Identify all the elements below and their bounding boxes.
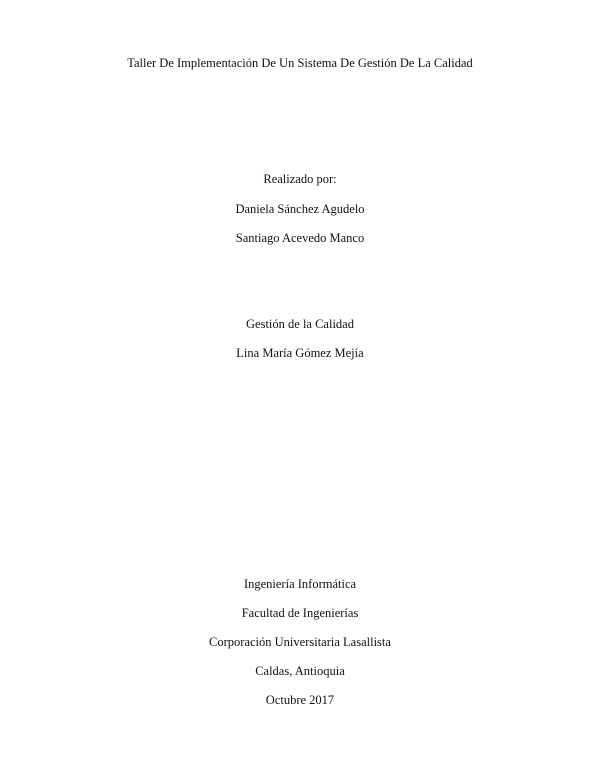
- location: Caldas, Antioquia: [255, 664, 345, 678]
- course-name: Gestión de la Calidad: [246, 317, 354, 331]
- program-name: Ingeniería Informática: [243, 577, 357, 591]
- document-title: Taller De Implementación De Un Sistema De Gestión De La Calidad: [127, 56, 473, 70]
- date: Octubre 2017: [265, 693, 335, 707]
- author-name: Daniela Sánchez Agudelo: [235, 202, 365, 216]
- faculty-name: Facultad de Ingenierías: [241, 606, 359, 620]
- institution-name: Corporación Universitaria Lasallista: [209, 635, 391, 649]
- professor-name: Lina María Gómez Mejía: [236, 346, 364, 360]
- authors-heading: Realizado por:: [263, 172, 337, 186]
- author-name: Santiago Acevedo Manco: [235, 231, 365, 245]
